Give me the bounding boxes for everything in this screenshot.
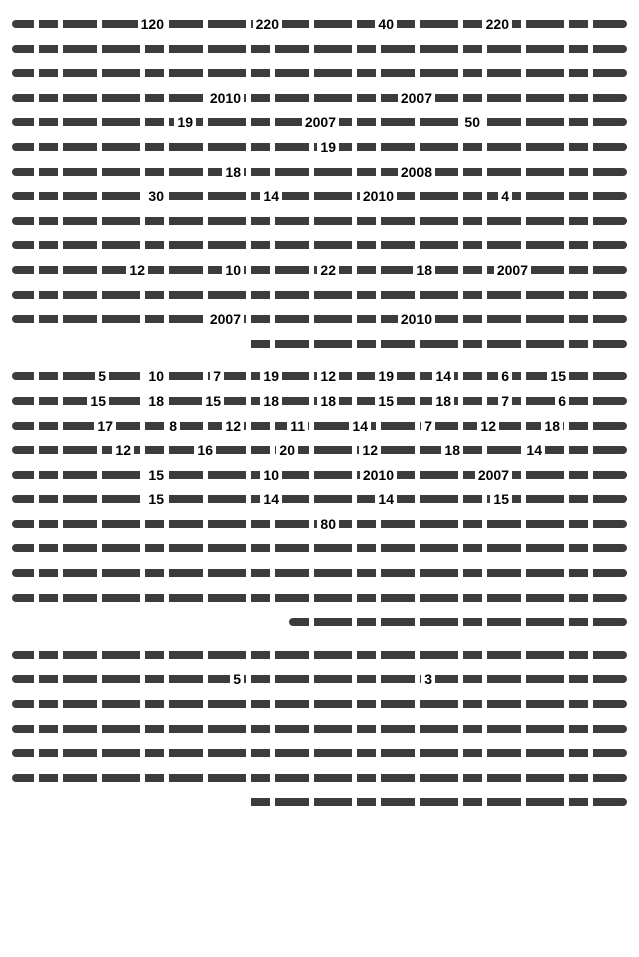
text-line: [12, 233, 627, 258]
text-line: [12, 414, 627, 439]
illegible-text-placeholder: [246, 340, 627, 348]
illegible-text-placeholder: [12, 315, 627, 323]
numeral: 12: [222, 417, 244, 435]
numeral: 7: [498, 392, 512, 410]
numeral: 7: [210, 367, 224, 385]
illegible-text-placeholder: [12, 192, 627, 200]
numeral: 18: [441, 441, 463, 459]
numeral: 11: [287, 417, 308, 435]
numeral: 2010: [360, 187, 397, 205]
illegible-text-placeholder: [246, 798, 627, 806]
numeral: 2007: [494, 261, 531, 279]
numeral: 10: [222, 261, 244, 279]
numeral: 2007: [207, 310, 244, 328]
text-line: [12, 717, 627, 742]
numeral: 14: [260, 490, 282, 508]
article-paragraph: [12, 12, 627, 356]
numeral: 5: [95, 367, 109, 385]
illegible-text-placeholder: [12, 651, 627, 659]
illegible-text-placeholder: [12, 774, 627, 782]
numeral: 2007: [302, 113, 339, 131]
numeral: 19: [375, 367, 397, 385]
numeral: 220: [483, 15, 512, 33]
numeral: 80: [317, 515, 339, 533]
text-line: [12, 692, 627, 717]
numeral: 12: [317, 367, 339, 385]
numeral: 10: [145, 367, 167, 385]
text-line: [12, 283, 627, 308]
illegible-text-placeholder: [12, 168, 627, 176]
text-line: [12, 741, 627, 766]
text-line: [12, 463, 627, 488]
text-line: [12, 86, 627, 111]
numeral: 19: [174, 113, 196, 131]
text-line: [12, 790, 627, 815]
illegible-text-placeholder: [12, 594, 627, 602]
numeral: 220: [253, 15, 282, 33]
text-line: [12, 135, 627, 160]
text-line: [12, 364, 627, 389]
numeral: 15: [145, 490, 167, 508]
illegible-text-placeholder: [12, 495, 627, 503]
numeral: 18: [541, 417, 563, 435]
numeral: 50: [461, 113, 483, 131]
numeral: 22: [317, 261, 339, 279]
text-line: [12, 12, 627, 37]
numeral: 18: [317, 392, 339, 410]
numeral: 15: [490, 490, 512, 508]
numeral: 2007: [475, 466, 512, 484]
illegible-text-placeholder: [12, 69, 627, 77]
text-line: [12, 307, 627, 332]
numeral: 14: [432, 367, 454, 385]
text-line: [12, 258, 627, 283]
illegible-text-placeholder: [12, 700, 627, 708]
numeral: 17: [94, 417, 116, 435]
numeral: 12: [126, 261, 148, 279]
text-line: [12, 643, 627, 668]
text-line: [12, 512, 627, 537]
numeral: 2010: [398, 310, 435, 328]
text-line: [12, 610, 627, 635]
text-line: [12, 110, 627, 135]
numeral: 18: [432, 392, 454, 410]
illegible-text-placeholder: [12, 471, 627, 479]
illegible-text-placeholder: [12, 749, 627, 757]
numeral: 14: [260, 187, 282, 205]
numeral: 6: [498, 367, 512, 385]
text-line: [12, 332, 627, 357]
numeral: 12: [359, 441, 381, 459]
numeral: 19: [317, 138, 339, 156]
numeral: 18: [145, 392, 167, 410]
text-line: [12, 184, 627, 209]
illegible-text-placeholder: [12, 569, 627, 577]
text-line: [12, 209, 627, 234]
illegible-text-placeholder: [12, 675, 627, 683]
text-line: [12, 766, 627, 791]
numeral: 18: [413, 261, 435, 279]
numeral: 15: [87, 392, 109, 410]
numeral: 2007: [398, 89, 435, 107]
illegible-text-placeholder: [12, 20, 627, 28]
text-line: [12, 487, 627, 512]
numeral: 8: [166, 417, 180, 435]
numeral: 2010: [207, 89, 244, 107]
numeral: 15: [547, 367, 569, 385]
illegible-text-placeholder: [12, 241, 627, 249]
article-paragraph: [12, 364, 627, 635]
text-line: [12, 389, 627, 414]
article-body: [12, 12, 627, 815]
numeral: 16: [194, 441, 216, 459]
numeral: 14: [349, 417, 371, 435]
text-line: [12, 160, 627, 185]
numeral: 18: [222, 163, 244, 181]
numeral: 15: [202, 392, 224, 410]
numeral: 15: [375, 392, 397, 410]
numeral: 2010: [360, 466, 397, 484]
numeral: 120: [138, 15, 167, 33]
text-line: [12, 667, 627, 692]
text-line: [12, 37, 627, 62]
numeral: 15: [145, 466, 167, 484]
article-paragraph: [12, 643, 627, 815]
numeral: 40: [375, 15, 397, 33]
text-line: [12, 536, 627, 561]
text-line: [12, 561, 627, 586]
numeral: 6: [555, 392, 569, 410]
numeral: 14: [523, 441, 545, 459]
illegible-text-placeholder: [289, 618, 627, 626]
text-line: [12, 586, 627, 611]
numeral: 30: [145, 187, 167, 205]
numeral: 3: [421, 670, 435, 688]
text-line: [12, 61, 627, 86]
numeral: 4: [498, 187, 512, 205]
numeral: 19: [260, 367, 282, 385]
numeral: 10: [260, 466, 282, 484]
numeral: 7: [421, 417, 435, 435]
illegible-text-placeholder: [12, 217, 627, 225]
numeral: 14: [375, 490, 397, 508]
numeral: 12: [112, 441, 134, 459]
illegible-text-placeholder: [12, 94, 627, 102]
illegible-text-placeholder: [12, 544, 627, 552]
illegible-text-placeholder: [12, 45, 627, 53]
numeral: 12: [477, 417, 499, 435]
illegible-text-placeholder: [12, 291, 627, 299]
numeral: 5: [230, 670, 244, 688]
text-line: [12, 438, 627, 463]
numeral: 2008: [398, 163, 435, 181]
illegible-text-placeholder: [12, 725, 627, 733]
numeral: 18: [260, 392, 282, 410]
numeral: 20: [276, 441, 298, 459]
